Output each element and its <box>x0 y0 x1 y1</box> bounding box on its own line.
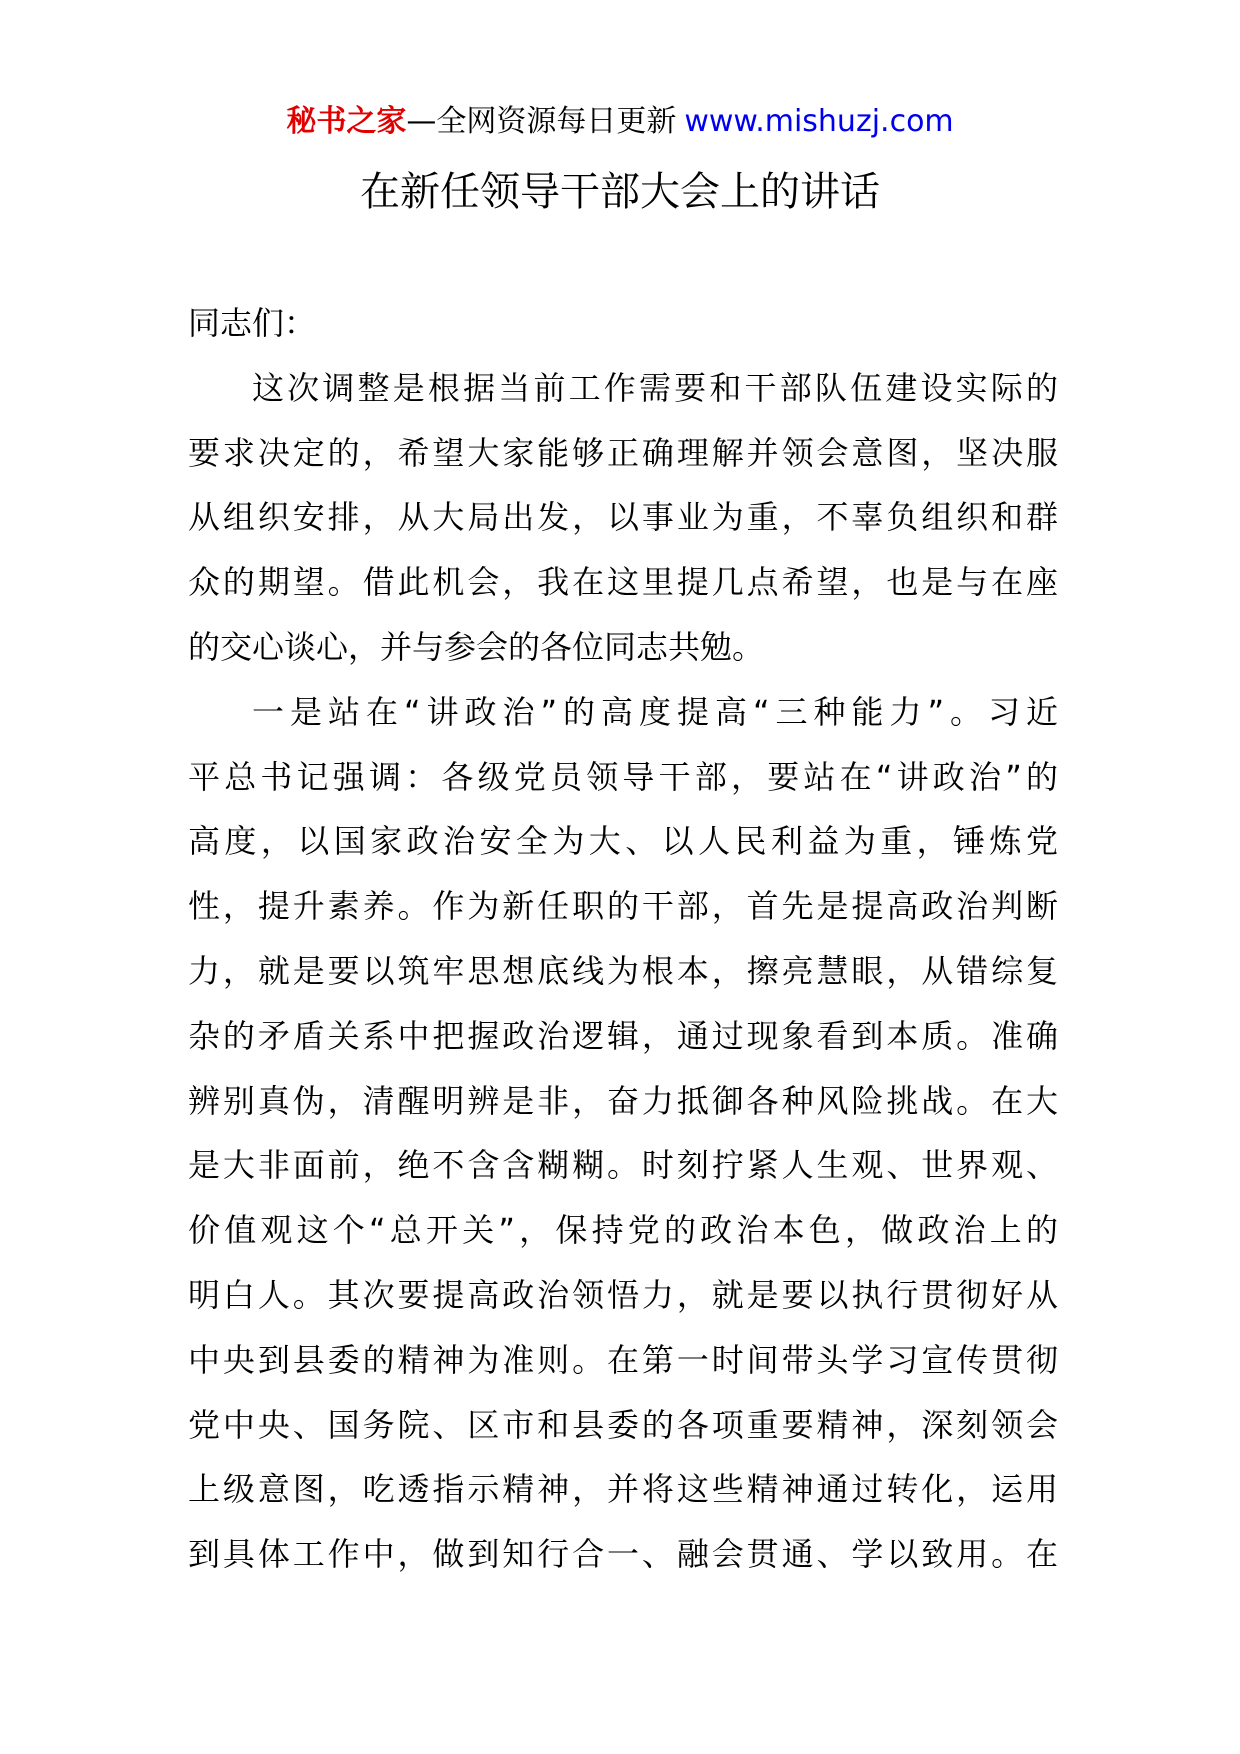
text-line: 杂的矛盾关系中把握政治逻辑，通过现象看到本质。准确 <box>188 1016 1058 1055</box>
text-line: 平总书记强调：各级党员领导干部，要站在“讲政治”的 <box>188 757 1058 796</box>
text-line: 价值观这个“总开关”，保持党的政治本色，做政治上的 <box>188 1211 1058 1250</box>
text-line: 的交心谈心，并与参会的各位同志共勉。 <box>188 627 765 666</box>
text-line: 力，就是要以筑牢思想底线为根本，擦亮慧眼，从错综复 <box>188 951 1058 990</box>
header-url-link[interactable]: www.mishuzj.com <box>684 104 954 139</box>
salutation: 同志们： <box>188 304 317 342</box>
site-header <box>0 100 1240 144</box>
text-line: 党中央、国务院、区市和县委的各项重要精神，深刻领会 <box>188 1405 1058 1444</box>
paragraph-2 <box>188 680 1058 1587</box>
text-line: 辨别真伪，清醒明辨是非，奋力抵御各种风险挑战。在大 <box>188 1081 1058 1120</box>
text-line: 高度，以国家政治安全为大、以人民利益为重，锤炼党 <box>188 822 1058 861</box>
text-line: 一是站在“讲政治”的高度提高“三种能力”。习近 <box>252 692 1058 731</box>
document-title: 在新任领导干部大会上的讲话 <box>360 169 880 215</box>
brand-name: 秘书之家 <box>286 104 407 139</box>
text-line: 众的期望。借此机会，我在这里提几点希望，也是与在座 <box>188 563 1058 602</box>
text-line: 是大非面前，绝不含含糊糊。时刻拧紧人生观、世界观、 <box>188 1146 1058 1185</box>
paragraph-1 <box>188 356 1058 680</box>
text-line: 要求决定的，希望大家能够正确理解并领会意图，坚决服 <box>188 433 1058 472</box>
document-body <box>188 291 1058 1587</box>
text-line: 到具体工作中，做到知行合一、融会贯通、学以致用。在 <box>188 1535 1058 1574</box>
text-line: 明白人。其次要提高政治领悟力，就是要以执行贯彻好从 <box>188 1275 1058 1314</box>
header-slogan: —全网资源每日更新 <box>406 104 677 139</box>
text-line: 性，提升素养。作为新任职的干部，首先是提高政治判断 <box>188 887 1058 926</box>
text-line: 中央到县委的精神为准则。在第一时间带头学习宣传贯彻 <box>188 1340 1058 1379</box>
text-line: 上级意图，吃透指示精神，并将这些精神通过转化，运用 <box>188 1470 1058 1509</box>
text-line: 这次调整是根据当前工作需要和干部队伍建设实际的 <box>252 368 1058 407</box>
text-line: 从组织安排，从大局出发，以事业为重，不辜负组织和群 <box>188 498 1058 537</box>
